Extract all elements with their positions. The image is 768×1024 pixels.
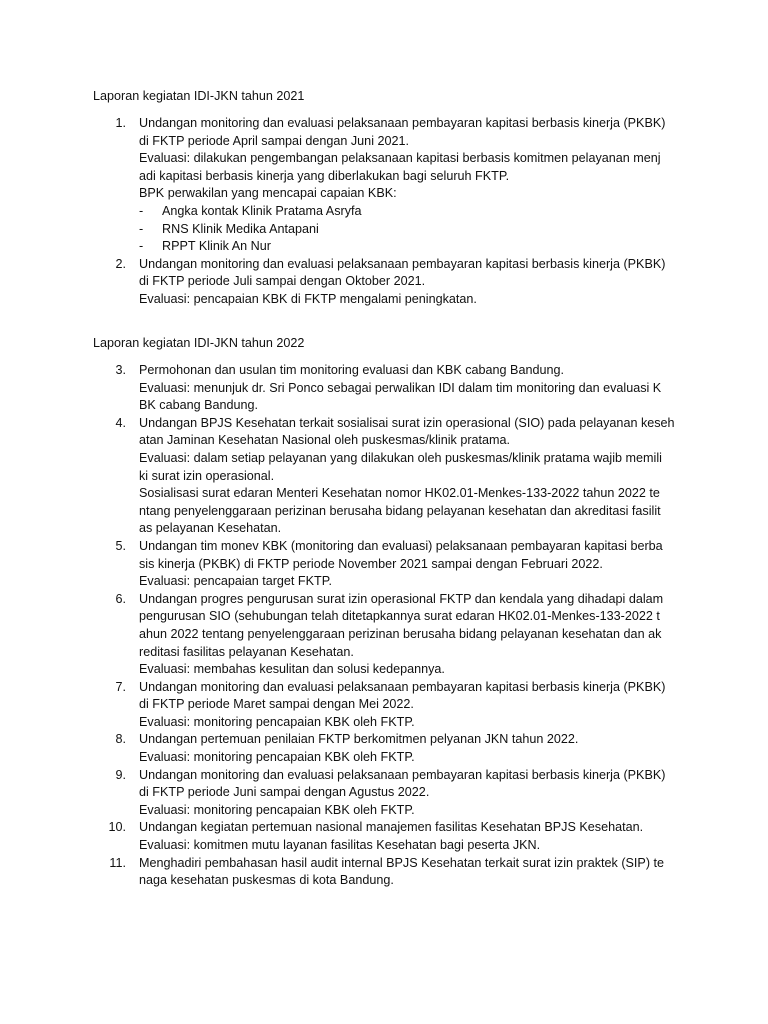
item-text-line: Evaluasi: menunjuk dr. Sri Ponco sebagai perwalikan IDI dalam tim monitoring dan evaluasi K xyxy=(139,380,662,395)
item-text-line: Undangan kegiatan pertemuan nasional manajemen fasilitas Kesehatan BPJS Kesehatan. xyxy=(139,820,644,835)
bullet-item xyxy=(139,238,768,256)
item-number: 8. xyxy=(115,732,126,747)
item-text-line: Undangan monitoring dan evaluasi pelaksanaan pembayaran kapitasi berbasis kinerja (PKBK) xyxy=(139,679,666,694)
bullet-item xyxy=(139,221,768,239)
item-text-line: reditasi fasilitas pelayanan Kesehatan. xyxy=(139,644,354,659)
item-text-line: Evaluasi: pencapaian KBK di FKTP mengalami peningkatan. xyxy=(139,291,477,306)
item-number: 2. xyxy=(115,256,126,271)
bullet-item xyxy=(139,203,768,221)
item-text-line: BK cabang Bandung. xyxy=(139,398,259,413)
item-text-line: as pelayanan Kesehatan. xyxy=(139,521,282,536)
item-text-line: BPK perwakilan yang mencapai capaian KBK: xyxy=(139,186,397,201)
item-text-line: Sosialisasi surat edaran Menteri Kesehatan nomor HK02.01-Menkes-133-2022 tahun 2022 te xyxy=(139,486,660,501)
item-number: 1. xyxy=(115,116,126,130)
item-text-line: Menghadiri pembahasan hasil audit internal BPJS Kesehatan terkait surat izin praktek (SIP) te xyxy=(139,855,665,870)
list-item xyxy=(0,855,768,890)
item-text-line: di FKTP periode Maret sampai dengan Mei 2022. xyxy=(139,697,414,712)
item-text-line: Undangan pertemuan penilaian FKTP berkomitmen pelyanan JKN tahun 2022. xyxy=(139,732,579,747)
item-text-line: pengurusan SIO (sehubungan telah ditetapkannya surat edaran HK02.01-Menkes-133-2022 t xyxy=(139,609,660,624)
dash-bullet-icon: - xyxy=(139,203,144,218)
item-text-line: ntang penyelenggaraan perizinan berusaha bidang pelayanan kesehatan dan akreditasi fasilit xyxy=(139,503,661,518)
item-text-line: Undangan monitoring dan evaluasi pelaksanaan pembayaran kapitasi berbasis kinerja (PKBK) xyxy=(139,256,666,271)
item-text-line: Evaluasi: pencapaian target FKTP. xyxy=(139,574,332,589)
item-text-line: sis kinerja (PKBK) di FKTP periode November 2021 sampai dengan Februari 2022. xyxy=(139,556,603,571)
item-text-line: di FKTP periode Juli sampai dengan Oktober 2021. xyxy=(139,274,426,289)
item-number: 10. xyxy=(108,820,126,835)
list-item xyxy=(0,362,768,415)
list-item xyxy=(0,591,768,679)
item-text-line: Undangan monitoring dan evaluasi pelaksanaan pembayaran kapitasi berbasis kinerja (PKBK) xyxy=(139,116,666,130)
list-item xyxy=(0,415,768,538)
item-text-line: Undangan progres pengurusan surat izin operasional FKTP dan kendala yang dihadapi dalam xyxy=(139,591,664,606)
list-item xyxy=(0,819,768,854)
bullet-text: RNS Klinik Medika Antapani xyxy=(162,221,319,236)
item-text-line: Evaluasi: dalam setiap pelayanan yang dilakukan oleh puskesmas/klinik pratama wajib memili xyxy=(139,450,662,465)
section-heading-2022: Laporan kegiatan IDI-JKN tahun 2022 xyxy=(93,336,305,350)
item-text-line: atan Jaminan Kesehatan Nasional oleh puskesmas/klinik pratama. xyxy=(139,433,511,448)
item-text-line: di FKTP periode April sampai dengan Juni 2021. xyxy=(139,133,410,148)
list-item xyxy=(0,731,768,766)
item-text-line: Evaluasi: monitoring pencapaian KBK oleh FKTP. xyxy=(139,714,415,729)
item-number: 3. xyxy=(115,363,126,377)
list-item xyxy=(0,256,768,309)
item-text-line: Undangan BPJS Kesehatan terkait sosialisai surat izin operasional (SIO) pada pelayanan keseh xyxy=(139,415,675,430)
item-number: 11. xyxy=(109,855,126,870)
item-text-line: Evaluasi: monitoring pencapaian KBK oleh FKTP. xyxy=(139,750,415,765)
item-number: 9. xyxy=(115,767,126,782)
item-number: 7. xyxy=(115,679,126,694)
item-text-line: naga kesehatan puskesmas di kota Bandung. xyxy=(139,873,394,888)
activity-list-2022 xyxy=(0,362,768,890)
item-text-line: adi kapitasi berbasis kinerja yang diberlakukan bagi seluruh FKTP. xyxy=(139,168,510,183)
list-item xyxy=(0,679,768,732)
item-text-line: Evaluasi: komitmen mutu layanan fasilitas Kesehatan bagi peserta JKN. xyxy=(139,838,541,853)
list-item xyxy=(0,115,768,256)
bullet-text: RPPT Klinik An Nur xyxy=(162,239,271,254)
item-text-line: Evaluasi: monitoring pencapaian KBK oleh FKTP. xyxy=(139,802,415,817)
item-text-line: ahun 2022 tentang penyelenggaraan perizinan berusaha bidang pelayanan kesehatan dan ak xyxy=(139,626,662,641)
item-number: 4. xyxy=(115,415,126,430)
item-text-line: Permohonan dan usulan tim monitoring evaluasi dan KBK cabang Bandung. xyxy=(139,363,564,377)
list-item xyxy=(0,767,768,820)
item-text-line: Evaluasi: dilakukan pengembangan pelaksanaan kapitasi berbasis komitmen pelayanan menj xyxy=(139,151,661,166)
dash-bullet-icon: - xyxy=(139,239,144,254)
item-number: 6. xyxy=(115,591,126,606)
item-text-line: Undangan monitoring dan evaluasi pelaksanaan pembayaran kapitasi berbasis kinerja (PKBK) xyxy=(139,767,666,782)
item-number: 5. xyxy=(115,538,126,553)
bullet-text: Angka kontak Klinik Pratama Asryfa xyxy=(162,203,362,218)
item-text-line: di FKTP periode Juni sampai dengan Agustus 2022. xyxy=(139,785,430,800)
item-text-line: Undangan tim monev KBK (monitoring dan evaluasi) pelaksanaan pembayaran kapitasi berba xyxy=(139,538,663,553)
item-text-line: Evaluasi: membahas kesulitan dan solusi kedepannya. xyxy=(139,662,445,677)
section-heading-2021: Laporan kegiatan IDI-JKN tahun 2021 xyxy=(93,89,305,103)
item-text-line: ki surat izin operasional. xyxy=(139,468,275,483)
activity-list-2021 xyxy=(0,115,768,309)
list-item xyxy=(0,538,768,591)
dash-bullet-icon: - xyxy=(139,221,144,236)
